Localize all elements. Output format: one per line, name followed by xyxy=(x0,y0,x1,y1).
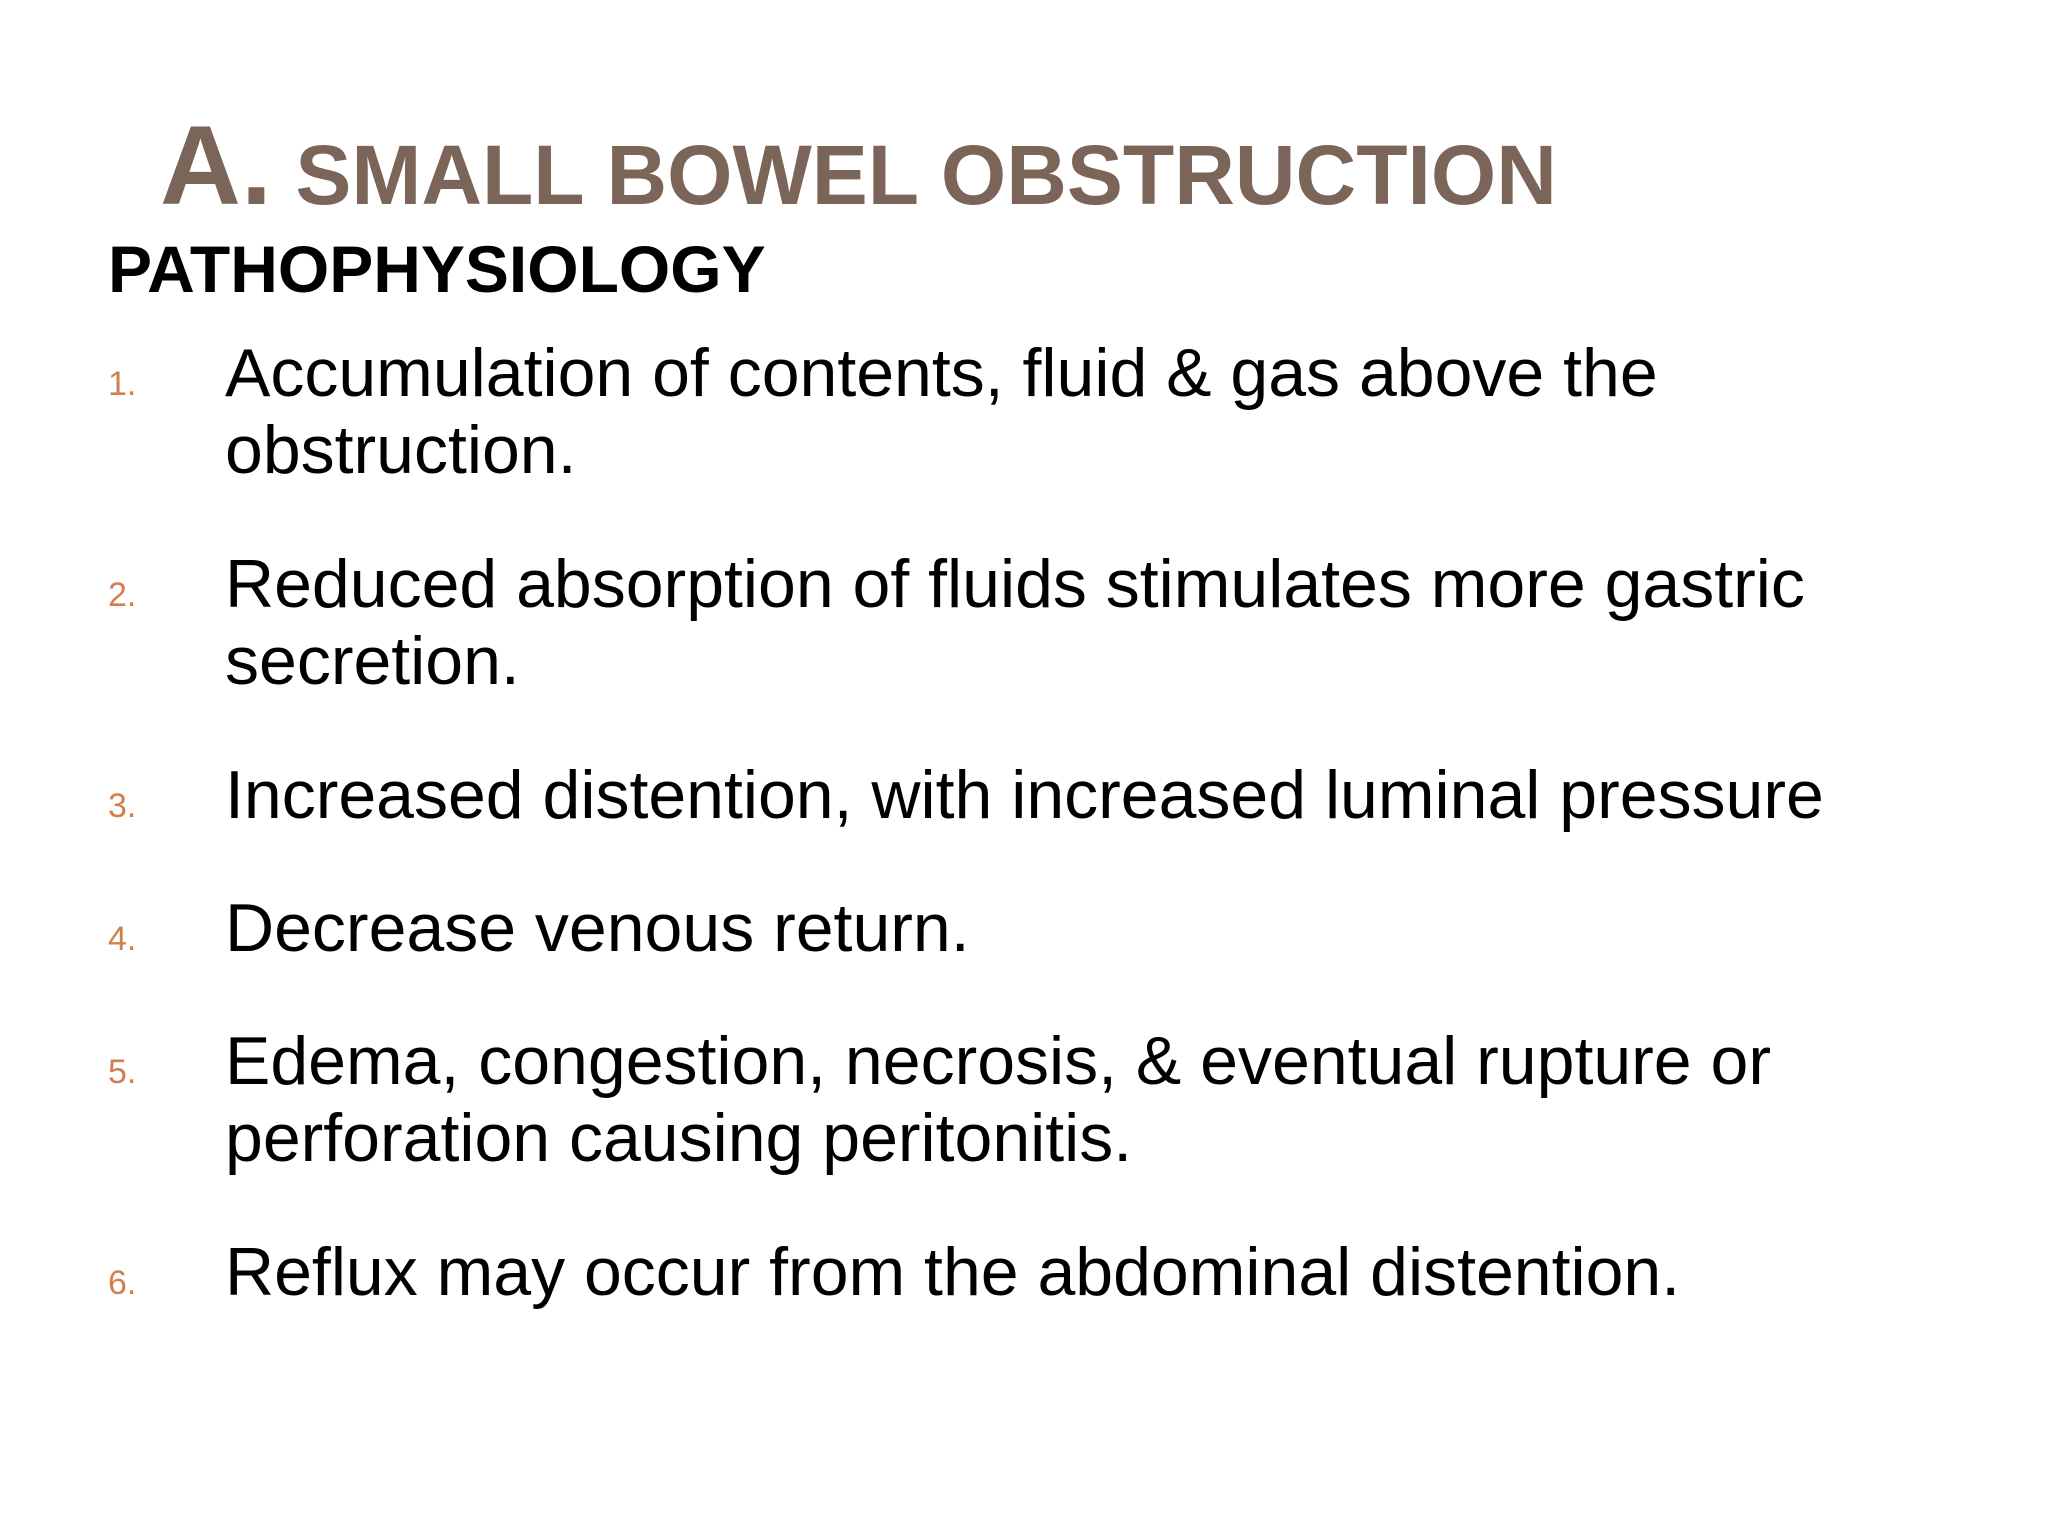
list-item-number: 4. xyxy=(108,920,137,958)
list-item-text: Decrease venous return. xyxy=(225,890,970,966)
title-letter: A. xyxy=(160,103,272,228)
list-item-text: Reduced absorption of fluids stimulates more gastric secretion. xyxy=(225,546,1805,699)
list-item-number: 3. xyxy=(108,787,137,825)
list-item-text: Reflux may occur from the abdominal distention. xyxy=(225,1234,1681,1310)
list-item-text: Increased distention, with increased luminal pressure xyxy=(225,757,1824,833)
list-item-number: 1. xyxy=(108,365,137,403)
list-item-text: Accumulation of contents, fluid & gas above the obstruction. xyxy=(225,335,1658,488)
list-item-number: 6. xyxy=(108,1264,137,1302)
slide-title xyxy=(160,103,1557,228)
section-heading: PATHOPHYSIOLOGY xyxy=(108,232,766,306)
list-item-number: 5. xyxy=(108,1053,137,1091)
list-item-number: 2. xyxy=(108,576,137,614)
title-text: SMALL BOWEL OBSTRUCTION xyxy=(272,128,1557,222)
list-item-text: Edema, congestion, necrosis, & eventual rupture or perforation causing peritonitis. xyxy=(225,1023,1771,1176)
